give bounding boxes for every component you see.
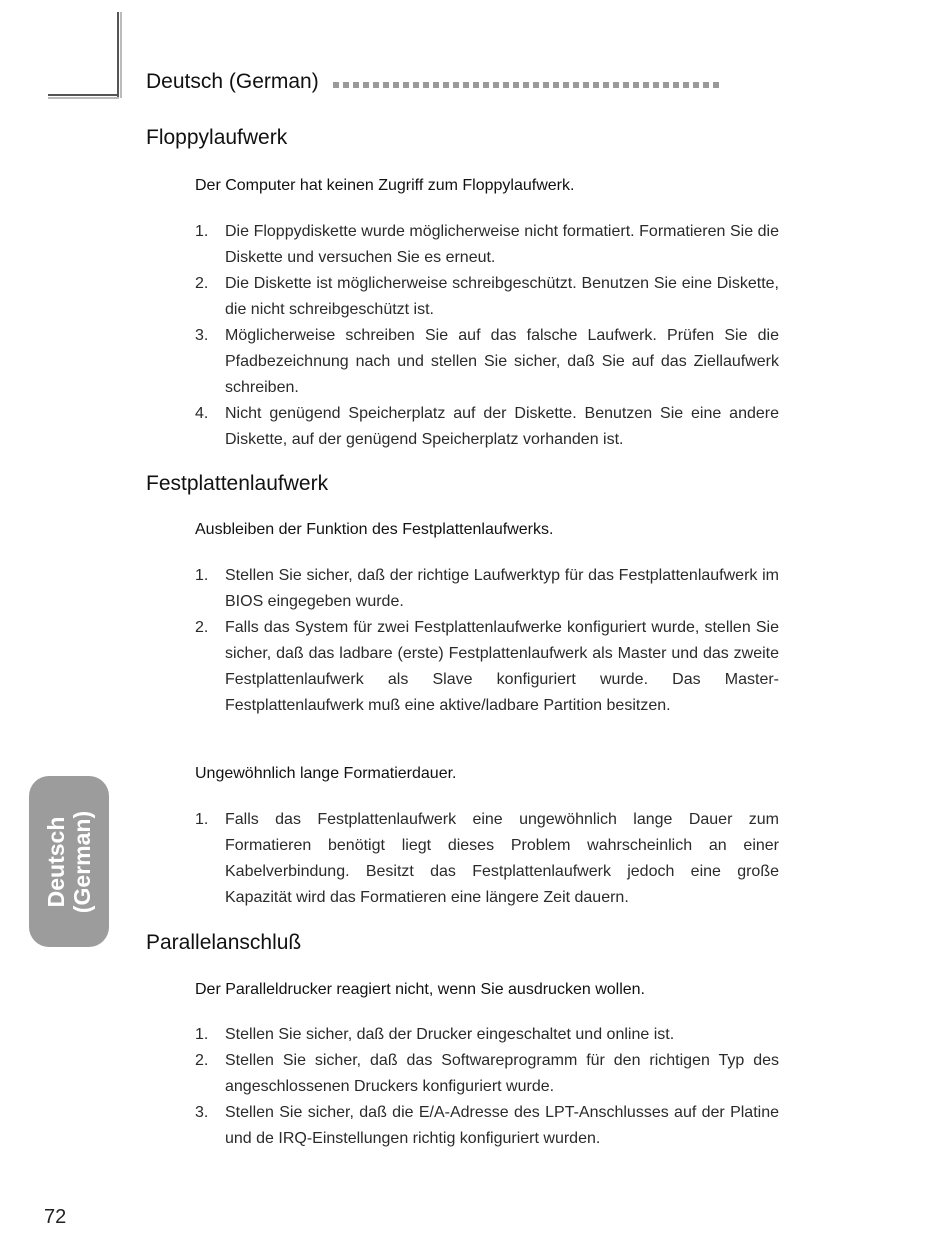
- section-heading-floppy: Floppylaufwerk: [146, 126, 288, 149]
- list-item-text: Die Floppydiskette wurde möglicherweise nicht formatiert. Formatieren Sie die Diskette und versuchen Sie es erneut.: [225, 223, 779, 266]
- list-item-text: Stellen Sie sicher, daß der Drucker eingeschaltet und online ist.: [225, 1026, 675, 1043]
- list-item: [195, 1022, 779, 1048]
- list-item-number: 2.: [195, 619, 209, 636]
- leader-dot: [683, 82, 689, 88]
- leader-dot: [463, 82, 469, 88]
- leader-dot: [403, 82, 409, 88]
- corner-mark-vertical: [117, 12, 119, 98]
- list-item-text: Stellen Sie sicher, daß der richtige Laufwerktyp für das Festplattenlaufwerk im BIOS eingegeben wurde.: [225, 567, 779, 610]
- leader-dot: [453, 82, 459, 88]
- list-item-text: Möglicherweise schreiben Sie auf das falsche Laufwerk. Prüfen Sie die Pfadbezeichnung nach und stellen Sie sicher, daß Sie auf das Ziellaufwerk schreiben.: [225, 327, 779, 396]
- list-item-number: 1.: [195, 811, 209, 828]
- leader-dot: [653, 82, 659, 88]
- list-item-text: Die Diskette ist möglicherweise schreibgeschützt. Benutzen Sie eine Diskette, die nicht schreibgeschützt ist.: [225, 275, 779, 318]
- problem-title-format-duration: Ungewöhnlich lange Formatierdauer.: [195, 765, 457, 782]
- leader-dot: [593, 82, 599, 88]
- leader-dot: [473, 82, 479, 88]
- list-item: [195, 323, 779, 401]
- leader-dot: [543, 82, 549, 88]
- leader-dot: [583, 82, 589, 88]
- list-item-text: Falls das Festplattenlaufwerk eine ungewöhnlich lange Dauer zum Formatieren benötigt liegt dieses Problem wahrscheinlich an einer Kabelverbindung. Besitzt das Festplattenlaufwerk jedoch eine große Kapazität wird das Formatieren eine längere Zeit dauern.: [225, 811, 779, 906]
- page-header-title: Deutsch (German): [146, 70, 319, 93]
- leader-dot: [643, 82, 649, 88]
- solution-list-harddisk-failure: [195, 563, 779, 719]
- leader-dot: [513, 82, 519, 88]
- list-item-text: Stellen Sie sicher, daß das Softwareprogramm für den richtigen Typ des angeschlossenen Druckers konfiguriert wurde.: [225, 1052, 779, 1095]
- leader-dot: [693, 82, 699, 88]
- list-item-number: 1.: [195, 567, 209, 584]
- list-item: [195, 615, 779, 719]
- list-item-number: 3.: [195, 1104, 209, 1121]
- list-item-number: 2.: [195, 275, 209, 292]
- list-item: [195, 563, 779, 615]
- leader-dot: [713, 82, 719, 88]
- leader-dot: [633, 82, 639, 88]
- leader-dot: [423, 82, 429, 88]
- leader-dot: [623, 82, 629, 88]
- leader-dot: [353, 82, 359, 88]
- leader-dot: [523, 82, 529, 88]
- list-item-number: 4.: [195, 405, 209, 422]
- list-item: [195, 1100, 779, 1152]
- leader-dot: [613, 82, 619, 88]
- list-item: [195, 1048, 779, 1100]
- solution-list-parallel: [195, 1022, 779, 1152]
- list-item-number: 1.: [195, 223, 209, 240]
- list-item: [195, 219, 779, 271]
- corner-mark-horizontal: [48, 94, 119, 96]
- list-item-text: Stellen Sie sicher, daß die E/A-Adresse des LPT-Anschlusses auf der Platine und de IRQ-Einstellungen richtig konfiguriert wurden.: [225, 1104, 779, 1147]
- list-item: [195, 807, 779, 911]
- side-tab-line-2: (German): [69, 810, 95, 913]
- leader-dot: [433, 82, 439, 88]
- list-item: [195, 401, 779, 453]
- leader-dot: [573, 82, 579, 88]
- leader-dot: [383, 82, 389, 88]
- header-dot-leader: [333, 82, 719, 88]
- leader-dot: [373, 82, 379, 88]
- leader-dot: [603, 82, 609, 88]
- leader-dot: [393, 82, 399, 88]
- leader-dot: [363, 82, 369, 88]
- list-item-number: 1.: [195, 1026, 209, 1043]
- leader-dot: [663, 82, 669, 88]
- list-item-text: Nicht genügend Speicherplatz auf der Diskette. Benutzen Sie eine andere Diskette, auf der genügend Speicherplatz vorhanden ist.: [225, 405, 779, 448]
- page-number: 72: [44, 1206, 67, 1228]
- leader-dot: [503, 82, 509, 88]
- leader-dot: [413, 82, 419, 88]
- leader-dot: [563, 82, 569, 88]
- list-item-number: 3.: [195, 327, 209, 344]
- side-tab-label: [43, 810, 95, 912]
- problem-title-floppy-access: Der Computer hat keinen Zugriff zum Floppylaufwerk.: [195, 177, 575, 194]
- leader-dot: [493, 82, 499, 88]
- section-heading-parallel: Parallelanschluß: [146, 931, 302, 954]
- problem-title-harddisk-failure: Ausbleiben der Funktion des Festplattenlaufwerks.: [195, 521, 554, 538]
- language-side-tab: [29, 776, 109, 947]
- solution-list-floppy: [195, 219, 779, 453]
- section-heading-harddisk: Festplattenlaufwerk: [146, 472, 329, 495]
- page-header: [146, 70, 719, 94]
- leader-dot: [333, 82, 339, 88]
- list-item: [195, 271, 779, 323]
- leader-dot: [483, 82, 489, 88]
- leader-dot: [553, 82, 559, 88]
- leader-dot: [673, 82, 679, 88]
- leader-dot: [343, 82, 349, 88]
- leader-dot: [533, 82, 539, 88]
- leader-dot: [443, 82, 449, 88]
- solution-list-format-duration: [195, 807, 779, 911]
- problem-title-parallel-printer: Der Paralleldrucker reagiert nicht, wenn Sie ausdrucken wollen.: [195, 981, 645, 998]
- leader-dot: [703, 82, 709, 88]
- list-item-number: 2.: [195, 1052, 209, 1069]
- side-tab-line-1: Deutsch: [43, 816, 69, 907]
- list-item-text: Falls das System für zwei Festplattenlaufwerke konfiguriert wurde, stellen Sie sicher, daß das ladbare (erste) Festplattenlaufwerk als Master und das zweite Festplattenlaufwerk als Slave konfiguriert wurde. Das Master-Festplattenlaufwerk muß eine aktive/ladbare Partition besitzen.: [225, 619, 779, 714]
